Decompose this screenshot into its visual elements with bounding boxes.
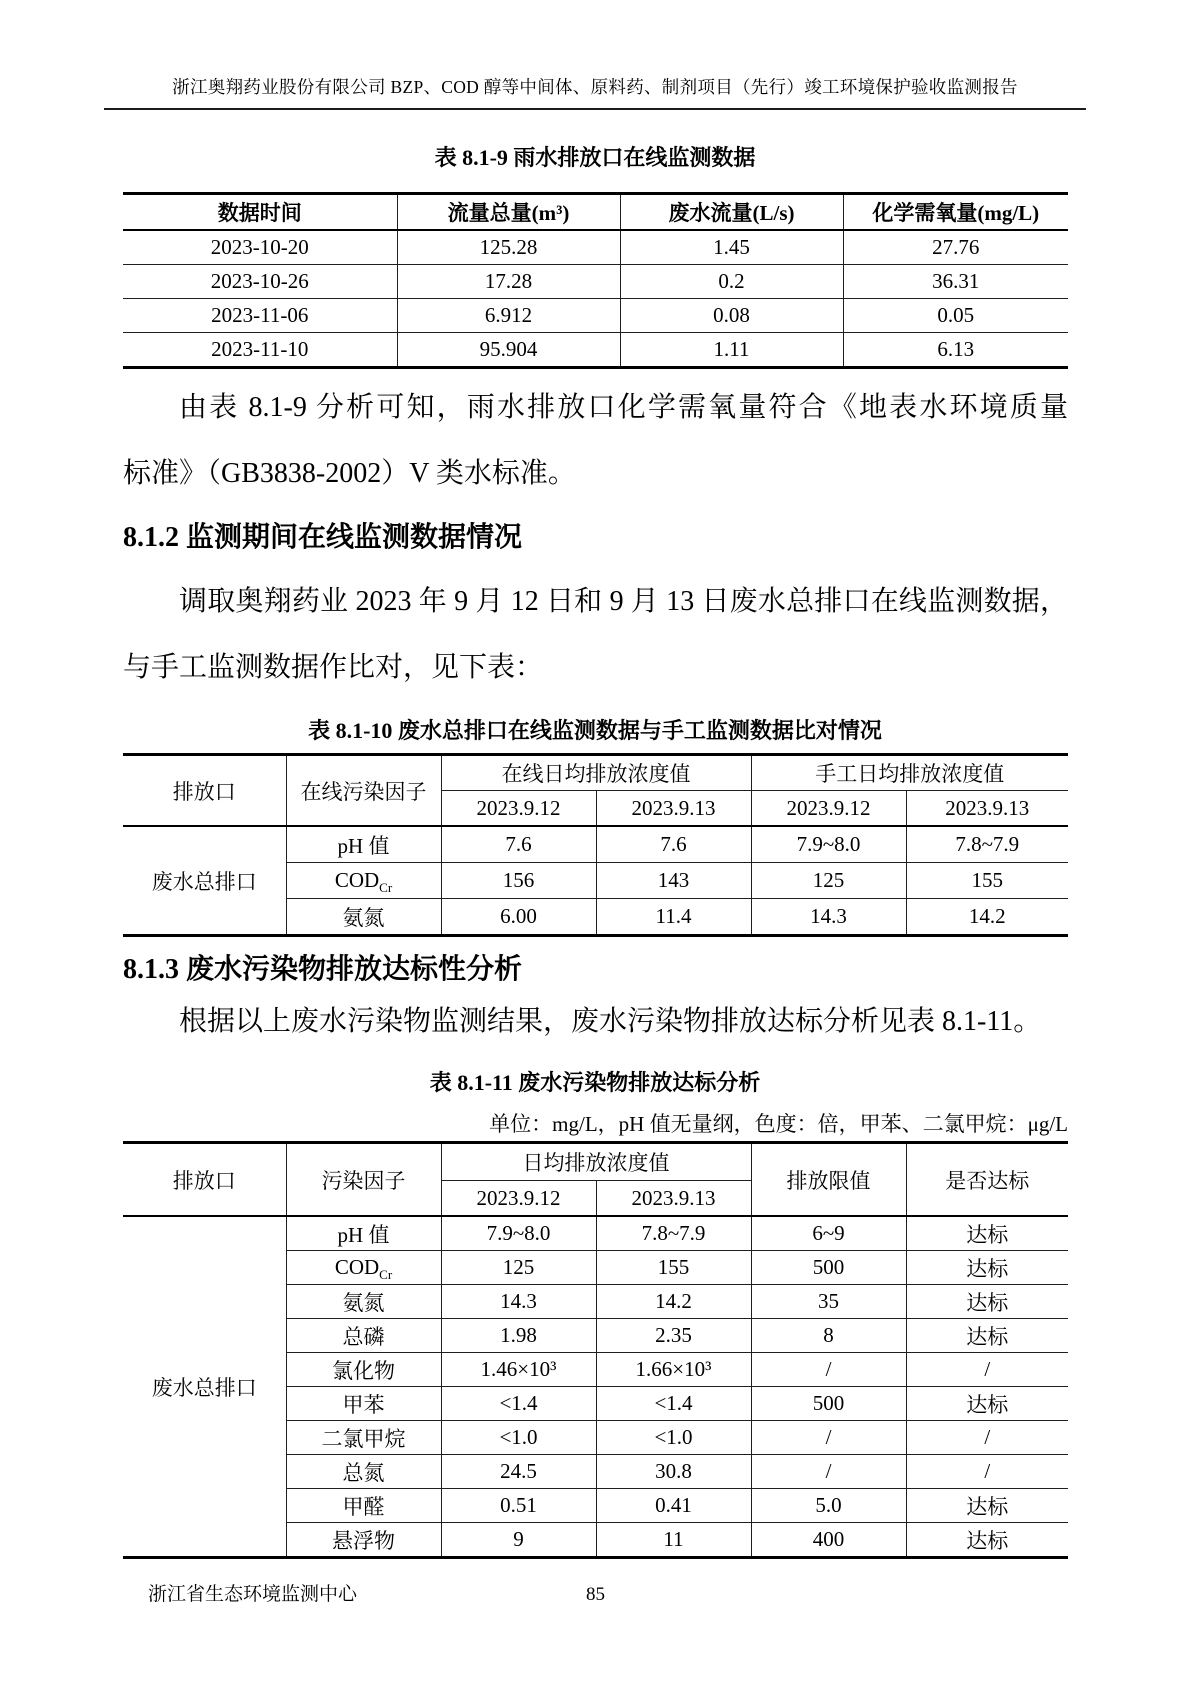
data-cell: 2023-10-20: [123, 230, 397, 265]
data-cell: 6.912: [397, 299, 620, 333]
page-footer: [123, 1583, 1068, 1607]
page-number: 85: [586, 1584, 605, 1605]
column-header: 流量总量(m³): [397, 194, 620, 231]
data-cell: 7.8~7.9: [596, 1216, 751, 1251]
outlet-cell: 废水总排口: [123, 826, 286, 936]
table-row: [123, 265, 1068, 299]
data-cell: 125.28: [397, 230, 620, 265]
factor-cell: pH 值: [286, 826, 441, 863]
table-row: [123, 826, 1068, 863]
data-cell: 1.66×10³: [596, 1353, 751, 1387]
factor-cell: 甲醛: [286, 1489, 441, 1523]
data-cell: 2023-10-26: [123, 265, 397, 299]
data-cell: 1.45: [620, 230, 843, 265]
factor-text: COD: [334, 868, 380, 892]
status-cell: 达标: [906, 1285, 1068, 1319]
table-compliance-analysis: [123, 1141, 1068, 1559]
data-cell: 6.00: [441, 899, 596, 936]
column-header: 数据时间: [123, 194, 397, 231]
limit-cell: /: [751, 1353, 906, 1387]
limit-cell: 500: [751, 1387, 906, 1421]
table-row: [123, 1216, 1068, 1251]
data-cell: 1.46×10³: [441, 1353, 596, 1387]
status-cell: /: [906, 1455, 1068, 1489]
data-cell: 7.8~7.9: [906, 826, 1068, 863]
column-group-header: 在线日均排放浓度值: [441, 755, 751, 791]
data-cell: 125: [751, 863, 906, 899]
table1-title: 表 8.1-9 雨水排放口在线监测数据: [434, 145, 756, 170]
factor-cell: 总磷: [286, 1319, 441, 1353]
data-cell: 6.13: [843, 333, 1068, 368]
factor-cell: [286, 863, 441, 899]
column-header: 化学需氧量(mg/L): [843, 194, 1068, 231]
limit-cell: /: [751, 1421, 906, 1455]
body-paragraph: [123, 569, 1068, 701]
section-heading-812: 8.1.2 监测期间在线监测数据情况: [123, 522, 523, 553]
column-header: 排放口: [123, 755, 286, 827]
data-cell: 17.28: [397, 265, 620, 299]
table-header-row: [123, 194, 1068, 231]
data-cell: 27.76: [843, 230, 1068, 265]
data-cell: 2023-11-06: [123, 299, 397, 333]
column-header: 2023.9.13: [596, 791, 751, 827]
table-header-row: [123, 755, 1068, 791]
data-cell: 0.2: [620, 265, 843, 299]
paragraph-line: 与手工监测数据作比对，见下表：: [123, 652, 544, 683]
data-cell: 156: [441, 863, 596, 899]
paragraph-line: 调取奥翔药业 2023 年 9 月 12 日和 9 月 13 日废水总排口在线监测数据，: [179, 586, 1068, 617]
data-cell: 7.6: [441, 826, 596, 863]
factor-cell: 悬浮物: [286, 1523, 441, 1558]
running-header-text: 浙江奥翔药业股份有限公司 BZP、COD 醇等中间体、原料药、制剂项目（先行）竣工环境保护验收监测报告: [172, 77, 1018, 97]
running-header: [104, 76, 1086, 110]
limit-cell: 5.0: [751, 1489, 906, 1523]
footer-organization: 浙江省生态环境监测中心: [148, 1584, 358, 1605]
limit-cell: 35: [751, 1285, 906, 1319]
table-row: [123, 299, 1068, 333]
data-cell: 95.904: [397, 333, 620, 368]
table-row: [123, 230, 1068, 265]
status-cell: 达标: [906, 1489, 1068, 1523]
column-header: 2023.9.12: [441, 791, 596, 827]
data-cell: 24.5: [441, 1455, 596, 1489]
data-cell: 0.51: [441, 1489, 596, 1523]
paragraph-line: 根据以上废水污染物监测结果，废水污染物排放达标分析见表 8.1-11。: [179, 1006, 1042, 1037]
column-header: 排放口: [123, 1143, 286, 1217]
data-cell: 155: [596, 1251, 751, 1285]
data-cell: 7.9~8.0: [751, 826, 906, 863]
limit-cell: 8: [751, 1319, 906, 1353]
limit-cell: /: [751, 1455, 906, 1489]
status-cell: 达标: [906, 1523, 1068, 1558]
column-header: 2023.9.12: [441, 1181, 596, 1217]
factor-cell: pH 值: [286, 1216, 441, 1251]
factor-cell: 总氮: [286, 1455, 441, 1489]
column-header: 污染因子: [286, 1143, 441, 1217]
factor-cell: 二氯甲烷: [286, 1421, 441, 1455]
column-header: 2023.9.13: [906, 791, 1068, 827]
factor-text: COD: [334, 1255, 380, 1279]
paragraph-line: 标准》（GB3838-2002）V 类水标准。: [123, 458, 576, 489]
column-header: 是否达标: [906, 1143, 1068, 1217]
column-header: 2023.9.13: [596, 1181, 751, 1217]
status-cell: 达标: [906, 1216, 1068, 1251]
factor-cell: 氨氮: [286, 1285, 441, 1319]
section-heading-813: 8.1.3 废水污染物排放达标性分析: [123, 954, 523, 985]
data-cell: 155: [906, 863, 1068, 899]
column-header: 在线污染因子: [286, 755, 441, 827]
column-header: 废水流量(L/s): [620, 194, 843, 231]
factor-cell: 氯化物: [286, 1353, 441, 1387]
status-cell: 达标: [906, 1251, 1068, 1285]
data-cell: 14.2: [906, 899, 1068, 936]
paragraph-line: 由表 8.1-9 分析可知，雨水排放口化学需氧量符合《地表水环境质量: [179, 392, 1068, 423]
data-cell: 1.11: [620, 333, 843, 368]
data-cell: <1.4: [596, 1387, 751, 1421]
column-header: 2023.9.12: [751, 791, 906, 827]
body-paragraph: [123, 375, 1068, 507]
factor-cell: 氨氮: [286, 899, 441, 936]
data-cell: 0.08: [620, 299, 843, 333]
data-cell: <1.0: [441, 1421, 596, 1455]
data-cell: 0.41: [596, 1489, 751, 1523]
factor-cell: [286, 1251, 441, 1285]
data-cell: 36.31: [843, 265, 1068, 299]
data-cell: 30.8: [596, 1455, 751, 1489]
data-cell: 2.35: [596, 1319, 751, 1353]
data-cell: 9: [441, 1523, 596, 1558]
data-cell: 7.6: [596, 826, 751, 863]
table-rain-outlet-monitoring: [123, 192, 1068, 369]
limit-cell: 500: [751, 1251, 906, 1285]
limit-cell: 6~9: [751, 1216, 906, 1251]
body-paragraph: [123, 1001, 1068, 1043]
data-cell: <1.4: [441, 1387, 596, 1421]
status-cell: 达标: [906, 1319, 1068, 1353]
units-note: 单位：mg/L，pH 值无量纲，色度：倍，甲苯、二氯甲烷：μg/L: [489, 1112, 1068, 1136]
factor-subscript: Cr: [379, 1267, 393, 1283]
table-row: [123, 333, 1068, 368]
column-header: 排放限值: [751, 1143, 906, 1217]
data-cell: 14.2: [596, 1285, 751, 1319]
table2-title: 表 8.1-10 废水总排口在线监测数据与手工监测数据比对情况: [308, 718, 882, 743]
data-cell: 1.98: [441, 1319, 596, 1353]
data-cell: 14.3: [441, 1285, 596, 1319]
factor-subscript: Cr: [379, 880, 393, 896]
data-cell: 125: [441, 1251, 596, 1285]
data-cell: 14.3: [751, 899, 906, 936]
status-cell: 达标: [906, 1387, 1068, 1421]
column-group-header: 日均排放浓度值: [441, 1143, 751, 1181]
table-online-vs-manual: [123, 753, 1068, 937]
factor-cell: 甲苯: [286, 1387, 441, 1421]
data-cell: 0.05: [843, 299, 1068, 333]
data-cell: 11: [596, 1523, 751, 1558]
limit-cell: 400: [751, 1523, 906, 1558]
table3-title: 表 8.1-11 废水污染物排放达标分析: [429, 1070, 761, 1095]
data-cell: <1.0: [596, 1421, 751, 1455]
data-cell: 7.9~8.0: [441, 1216, 596, 1251]
data-cell: 11.4: [596, 899, 751, 936]
status-cell: /: [906, 1421, 1068, 1455]
column-group-header: 手工日均排放浓度值: [751, 755, 1068, 791]
data-cell: 143: [596, 863, 751, 899]
table-header-row: [123, 1143, 1068, 1181]
outlet-cell: 废水总排口: [123, 1216, 286, 1558]
data-cell: 2023-11-10: [123, 333, 397, 368]
status-cell: /: [906, 1353, 1068, 1387]
